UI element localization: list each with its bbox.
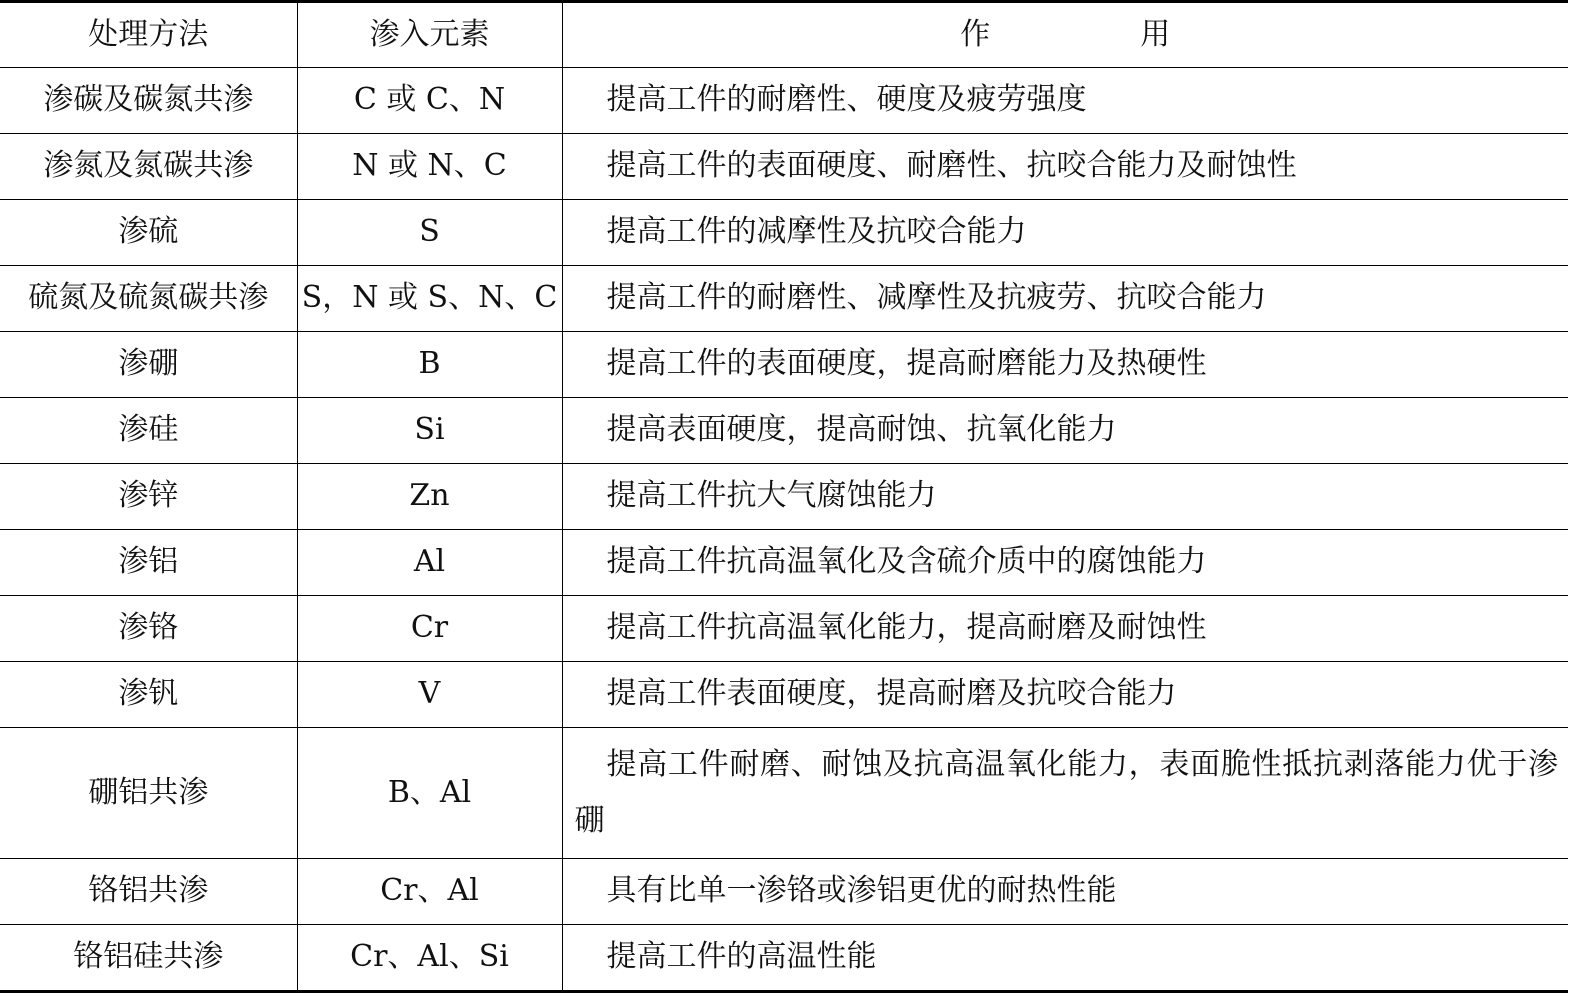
cell-effect: 提高表面硬度，提高耐蚀、抗氧化能力 [562,397,1568,463]
table-header [0,3,1568,67]
table-row [0,727,1568,858]
table-row [0,661,1568,727]
table-row [0,858,1568,924]
cell-method: 渗硫 [0,199,297,265]
cell-element: S [297,199,562,265]
cell-method: 渗锌 [0,463,297,529]
cell-method: 硼铝共渗 [0,727,297,858]
cell-effect: 提高工件抗高温氧化及含硫介质中的腐蚀能力 [562,529,1568,595]
cell-effect: 提高工件的耐磨性、减摩性及抗疲劳、抗咬合能力 [562,265,1568,331]
table-row [0,595,1568,661]
header-method: 处理方法 [0,3,297,67]
table-row [0,397,1568,463]
cell-effect: 提高工件抗高温氧化能力，提高耐磨及耐蚀性 [562,595,1568,661]
cell-method: 渗铝 [0,529,297,595]
header-effect: 作 用 [562,3,1568,67]
cell-effect: 具有比单一渗铬或渗铝更优的耐热性能 [562,858,1568,924]
cell-element: B、Al [297,727,562,858]
cell-element: Zn [297,463,562,529]
cell-method: 渗氮及氮碳共渗 [0,133,297,199]
header-row [0,3,1568,67]
cell-method: 渗硼 [0,331,297,397]
table-row [0,67,1568,133]
cell-element: Al [297,529,562,595]
table-row [0,199,1568,265]
table-body [0,67,1568,990]
table-row [0,331,1568,397]
cell-element: S，N 或 S、N、C [297,265,562,331]
table-row [0,529,1568,595]
header-element: 渗入元素 [297,3,562,67]
cell-method: 铬铝共渗 [0,858,297,924]
cell-method: 铬铝硅共渗 [0,924,297,990]
cell-element: Cr、Al [297,858,562,924]
table-row [0,265,1568,331]
cell-method: 渗碳及碳氮共渗 [0,67,297,133]
cell-element: Cr [297,595,562,661]
cell-effect: 提高工件的表面硬度，提高耐磨能力及热硬性 [562,331,1568,397]
cell-effect: 提高工件耐磨、耐蚀及抗高温氧化能力，表面脆性抵抗剥落能力优于渗硼 [562,727,1568,858]
cell-element: Si [297,397,562,463]
cell-method: 硫氮及硫氮碳共渗 [0,265,297,331]
cell-element: B [297,331,562,397]
cell-method: 渗铬 [0,595,297,661]
table-row [0,924,1568,990]
table-row [0,463,1568,529]
cell-effect: 提高工件的高温性能 [606,939,877,975]
cell-method: 渗钒 [0,661,297,727]
cell-element: C 或 C、N [297,67,562,133]
cell-element: N 或 N、C [297,133,562,199]
surface-treatment-table [0,3,1568,990]
cell-effect: 提高工件抗大气腐蚀能力 [562,463,1568,529]
cell-effect: 提高工件表面硬度，提高耐磨及抗咬合能力 [562,661,1568,727]
table-row [0,133,1568,199]
cell-element: Cr、Al、Si [297,924,562,990]
cell-effect: 提高工件的减摩性及抗咬合能力 [562,199,1568,265]
cell-method: 渗硅 [0,397,297,463]
cell-effect: 提高工件的表面硬度、耐磨性、抗咬合能力及耐蚀性 [562,133,1568,199]
cell-element: V [297,661,562,727]
cell-effect: 提高工件的耐磨性、硬度及疲劳强度 [562,67,1568,133]
